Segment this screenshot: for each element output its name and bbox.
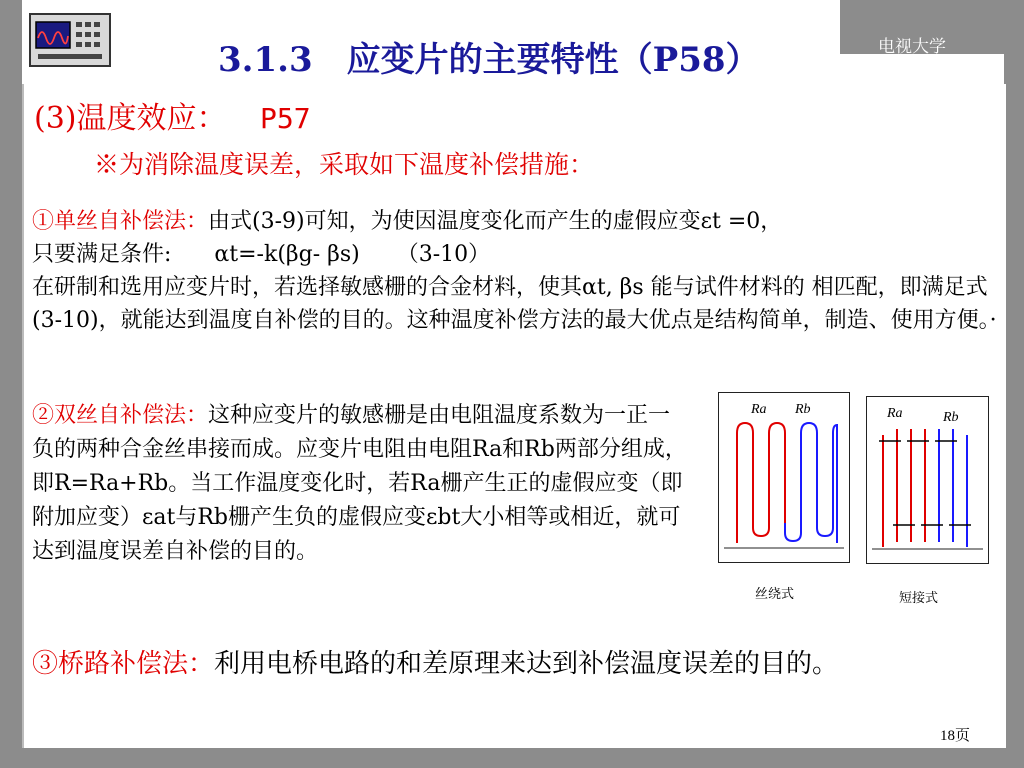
short-connected-caption: 短接式 [899,591,939,606]
oscilloscope-logo-icon [28,10,112,70]
wound-ra-label: Ra [751,402,767,417]
short-connected-gauge-drawing [867,397,988,563]
method2-text: 这种应变片的敏感栅是由电阻温度系数为一正一负的两种合金丝串接而成。应变片电阻由电阻Ra和Rb两部分组成，即R=Ra+Rb。当工作温度变化时，若Ra栅产生正的虚假应变（即附加应变）εat与Rb栅产生负的虚假应变εbt大小相等或相近，就可达到温度误差自补偿的目的。 [32,403,687,564]
method1-eq-number: （3-10） [396,242,491,267]
method3-text: 利用电桥电路的和差原理来达到补偿温度误差的目的。 [214,649,839,679]
method1-line1: 由式(3-9)可知，为使因温度变化而产生的虚假应变εt =0， [208,209,783,234]
method1-paragraph [32,205,997,337]
short-rb-label: Rb [943,410,959,425]
method2-title: ②双丝自补偿法： [32,403,209,428]
right-border [1004,0,1024,768]
method2-paragraph [32,399,692,569]
method1-line2: 只要满足条件: [32,242,172,267]
wound-gauge-drawing [719,393,849,562]
method1-line3: 在研制和选用应变片时，若选择敏感栅的合金材料，使其αt, βs 能与试件材料的 相匹配，即满足式(3-10)，就能达到温度自补偿的目的。这种温度补偿方法的最大优点是结构简单，制造、使用方便。· [32,275,997,333]
bottom-border [0,748,1024,768]
page-number: 18页 [940,728,971,744]
method3-paragraph [32,645,932,684]
method1-title: ①单丝自补偿法： [32,209,209,234]
school-name: 电视大学 [878,37,946,57]
section-heading [34,93,311,137]
section-label: (3)温度效应： [34,101,227,136]
short-ra-label: Ra [887,406,903,421]
wound-caption: 丝绕式 [755,587,795,602]
method3-title: ③桥路补偿法： [32,649,215,679]
short-connected-gauge-diagram [866,396,989,606]
page-title: 3.1.3 应变片的主要特性（P58） [218,40,760,80]
wound-rb-label: Rb [795,402,811,417]
wound-gauge-diagram [718,392,850,602]
method1-formula: αt=-k(βg- βs) [214,242,360,267]
compensation-note: ※为消除温度误差，采取如下温度补偿措施： [94,150,595,179]
left-border [0,0,22,768]
section-page-ref: P57 [260,102,311,135]
